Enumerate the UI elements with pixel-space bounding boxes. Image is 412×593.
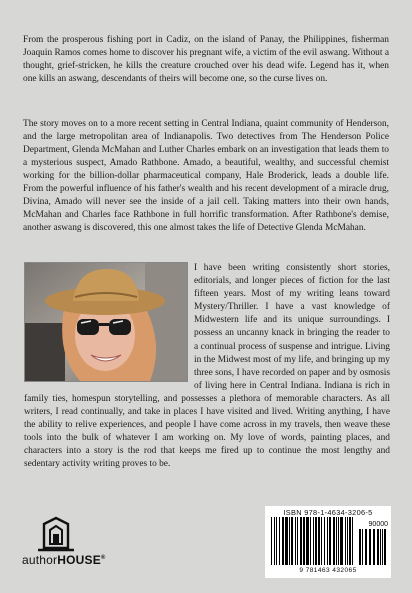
barcode-bar xyxy=(336,517,337,565)
price-bar xyxy=(369,529,371,565)
barcode-bar xyxy=(285,517,288,565)
barcode-bar xyxy=(321,517,322,565)
price-bar xyxy=(359,529,361,565)
barcode-bar xyxy=(324,517,325,565)
barcode-bar xyxy=(352,517,353,565)
barcode-bar xyxy=(297,517,298,565)
isbn-number: ISBN 978-1-4634-3206-5 xyxy=(283,508,373,517)
price-bar xyxy=(373,529,375,565)
author-photo xyxy=(24,262,188,382)
barcode-bar xyxy=(318,517,320,565)
isbn-barcode xyxy=(265,506,391,578)
price-bar xyxy=(384,529,386,565)
synopsis-paragraph-1: From the prosperous fishing port in Cadiz, on the island of Panay, the Philippines, fisherman Joaquin Ramos comes home to discover his pregnant wife, a victim of the evil aswang. Without a thought, grief-stricken, he kills the creature crouched over his dead wife. Legend has it, when one kills an aswang, descendants of theirs will become one, so the curse lives on. xyxy=(23,35,389,84)
barcode-bar xyxy=(279,517,280,565)
barcode-bar xyxy=(338,517,339,565)
barcode-bar xyxy=(340,517,343,565)
barcode-bar xyxy=(347,517,348,565)
publisher-name-part2: HOUSE xyxy=(57,553,101,567)
barcode-bar xyxy=(282,517,284,565)
barcode-bar xyxy=(345,517,346,565)
price-bar xyxy=(380,529,381,565)
publisher-name xyxy=(22,553,106,567)
barcode-bar xyxy=(300,517,302,565)
price-bar xyxy=(362,529,363,565)
authorhouse-building-logo-icon xyxy=(22,516,132,576)
barcode-bar xyxy=(315,517,317,565)
barcode-bar xyxy=(333,517,335,565)
synopsis-paragraph-2: The story moves on to a more recent setting in Central Indiana, quaint community of Henderson, and the large metropolitan area of Indianapolis. Two detectives from The Henderson Police Department, Glenda McMahan and Luther Charles embark on an investigation that leads them to a mysterious suspect, Amado Rathbone. Amado, a beautiful, wealthy, and successful chemist working for the billion-dollar pharmaceutical company, Hale Broderick, leads a double life. From the powerful influence of his father's wealth and his recent development of a miracle drug, Divina, Amado will never see the inside of a jail cell. Taking matters into their own hands, McMahan and Charles face Rathbone in full horrific transformation. After Rathbone's demise, another aswang is discovered, this one almost takes the life of Detective Glenda McMahan. xyxy=(23,119,389,233)
barcode-bar xyxy=(271,517,272,565)
price-bar xyxy=(377,529,379,565)
registered-mark: ® xyxy=(100,555,106,561)
author-bio-text: I have been writing consistently short stories, editorials, and longer pieces of fiction for the last fifteen years. Most of my writing leans toward Mystery/Thriller. I have a vast knowledge of Midwestern life and its unique surroundings. I possess an uncanny knack in bringing the reader to a continual process of suspense and intrigue. Living in the Midwest most of my life, and bringing up my three sons, I have recorded on paper and by osmosis of living here in Central Indiana. Indiana is rich in family ties, homespun storytelling, and possesses a plethora of memorable characters. As all writers, I read continually, and take in places I have visited and lived. Writing anything, I have the ability to relive experiences, and people I have come across in my travels, then weave these tools into the bulk of whatever I am working on. My love of words, painting places, and characters into a story is the rod that keeps me fired up to continue the most lengthy and sedentary activity writing proves to be. xyxy=(24,263,390,470)
barcode-bar xyxy=(276,517,277,565)
barcode-bar xyxy=(303,517,305,565)
barcode-bar xyxy=(274,517,275,565)
barcode-bar xyxy=(349,517,351,565)
barcode-bar xyxy=(313,517,314,565)
publisher-name-part1: author xyxy=(22,553,58,567)
barcode-bar xyxy=(295,517,296,565)
author-photo-icon xyxy=(25,263,187,381)
barcode-bar xyxy=(306,517,309,565)
price-bar xyxy=(382,529,383,565)
barcode-bar xyxy=(329,517,331,565)
price-bar xyxy=(365,529,367,565)
barcode-bar xyxy=(310,517,311,565)
price-code: 90000 xyxy=(368,521,388,528)
barcode-digits: 9 781463 432065 xyxy=(299,567,357,574)
barcode-bar xyxy=(291,517,293,565)
barcode-bar xyxy=(289,517,290,565)
barcode-bar xyxy=(327,517,328,565)
